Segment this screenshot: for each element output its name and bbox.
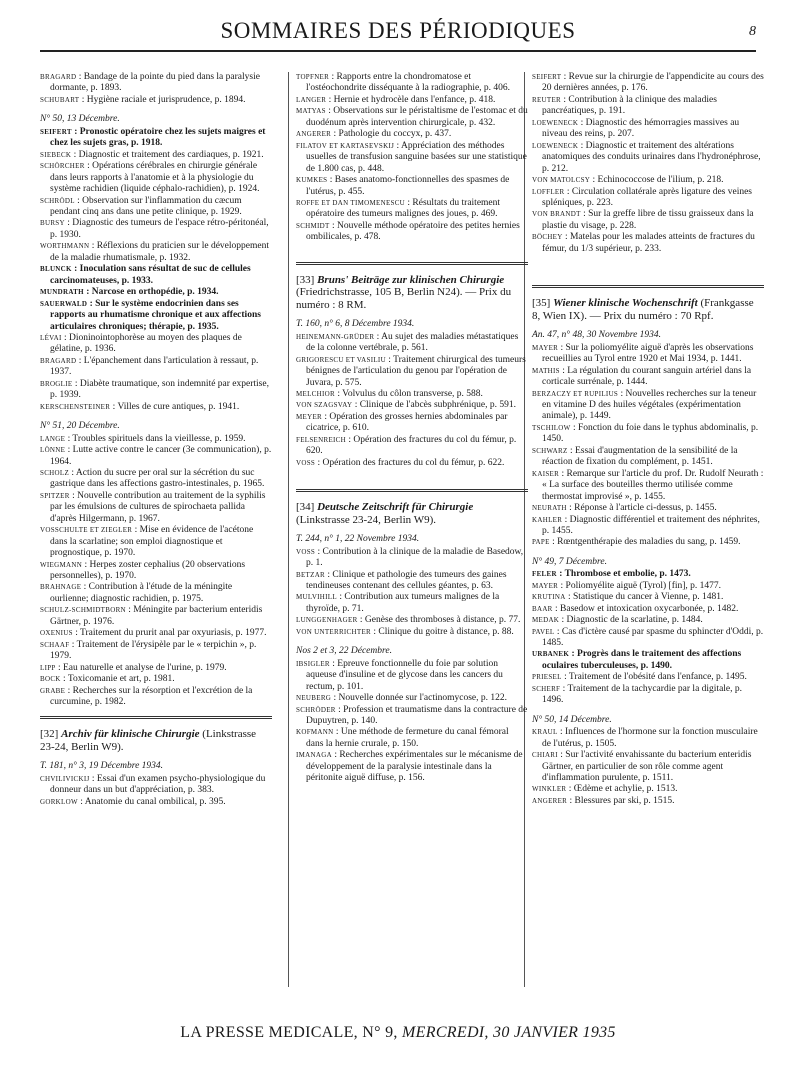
article-title: : Pathologie du coccyx, p. 437.	[331, 129, 452, 140]
article-title: : Opération des fractures du col du fémur, p. 622.	[315, 457, 505, 468]
article-author: TSCHILOW	[532, 423, 571, 432]
article-author: GRIGORESCU ET VASILIU	[296, 355, 386, 364]
article-author: WIEGMANN	[40, 560, 83, 569]
article-author: BRAGARD	[40, 73, 77, 81]
article-entry	[296, 705, 528, 728]
article-entry	[40, 196, 272, 219]
article-title: : Diagnostic de la scarlatine, p. 1484.	[559, 615, 703, 626]
article-entry	[532, 581, 764, 592]
article-title: : Inoculation sans résultat de suc de cellules carcinomateuses, p. 1933.	[50, 264, 251, 286]
article-author: SCHWARZ	[532, 446, 568, 455]
article-title: : Nouvelles recherches sur la teneur en vitamine D des huiles végétales (expérimentation animale), p. 1449.	[542, 388, 757, 422]
article-title: : Volvulus du côlon transverse, p. 588.	[334, 389, 483, 400]
article-title: : Bases anatomo-fonctionnelles des spasmes de l'utérus, p. 455.	[306, 175, 510, 197]
article-author: MUNDRATH	[40, 288, 84, 297]
article-author: SCHERF	[532, 684, 561, 693]
journal-name: Wiener klinische Wochenschrift	[553, 297, 698, 310]
article-author: ANGERER	[296, 130, 332, 139]
journal-number: [35]	[532, 297, 554, 310]
article-author: NEURATH	[532, 504, 567, 513]
article-title: : Recherches expérimentales sur le mécanisme de développement de la paralysie intestinale dans la péritonite aiguë diffuse, p. 156.	[306, 750, 523, 784]
article-author: BETZAR	[296, 570, 326, 579]
article-entry	[532, 592, 764, 603]
article-title: : Troubles spirituels dans la vieillesse, p. 1959.	[65, 433, 246, 444]
article-title: : Diabète traumatique, son indemnité par expertise, p. 1939.	[50, 378, 269, 401]
article-entry	[532, 784, 764, 795]
article-entry	[532, 366, 764, 389]
section-rule	[296, 262, 528, 268]
article-entry	[296, 727, 528, 750]
article-entry	[532, 118, 764, 141]
article-title: : Réponse à l'article ci-dessus, p. 1455.	[566, 503, 717, 514]
article-title: : Cas d'ictère causé par spasme du sphincter d'Oddi, p. 1485.	[542, 626, 764, 649]
article-entry	[296, 592, 528, 615]
article-author: VOSS	[296, 458, 316, 467]
journal-section	[40, 716, 272, 753]
article-title: : Traitement de la tachycardie par la digitale, p. 1496.	[542, 683, 743, 706]
journal-section	[296, 489, 528, 526]
article-title: : Hygiène raciale et jurisprudence, p. 1894.	[79, 94, 246, 105]
article-entry	[40, 241, 272, 264]
article-author: SCHRÖDL	[40, 196, 75, 205]
article-title: : Sur l'activité envahissante du bacterium enteridis Gärtner, en particulier de son rôle comme agent d'inflammation purulente, p. 1511.	[542, 750, 752, 784]
article-title: : Nouvelle méthode opératoire des petites hernies ombilicales, p. 478.	[306, 220, 520, 243]
article-entry	[532, 627, 764, 650]
article-title: : Traitement de l'obésité dans l'enfance, p. 1495.	[561, 672, 747, 683]
article-author: SCHOLZ	[40, 468, 70, 477]
article-entry	[40, 686, 272, 709]
article-title: : Diagnostic des hémorragies massives au niveau des reins, p. 207.	[542, 117, 740, 140]
page-title: SOMMAIRES DES PÉRIODIQUES	[220, 18, 576, 43]
page-number: 8	[749, 24, 756, 39]
journal-name: Bruns' Beiträge zur klinischen Chirurgie	[317, 273, 505, 286]
article-entry	[296, 435, 528, 458]
article-title: : Sur le système endocrinien dans ses rapports au rhumatisme chronique et aux affections articulaires chroniques; thérapie, p. 1935.	[50, 298, 261, 332]
article-author: SEIFERT	[40, 127, 72, 136]
article-entry	[296, 547, 528, 570]
article-entry	[296, 355, 528, 389]
article-entry	[40, 264, 272, 287]
article-entry	[532, 141, 764, 175]
article-author: PAPE	[532, 538, 550, 547]
article-entry	[40, 434, 272, 445]
article-title: : Au sujet des maladies métastatiques de la colonne vertébrale, p. 561.	[306, 331, 519, 354]
article-author: MELCHIOR	[296, 390, 335, 399]
article-author: VON MATOLCSY	[532, 176, 591, 185]
article-title: : Revue sur la chirurgie de l'appendicite au cours des 20 dernières années, p. 176.	[542, 72, 764, 94]
article-title: : Diagnostic différentiel et traitement des néphrites, p. 1455.	[542, 514, 760, 536]
article-author: CHIARI	[532, 751, 558, 760]
journal-heading	[40, 728, 272, 753]
article-entry	[40, 628, 272, 639]
article-entry	[532, 187, 764, 210]
article-title: : Sur la poliomyélite aiguë d'après les observations recueillies au Tyrol entre 1920 et Mai 1934, p. 1441.	[542, 342, 754, 365]
article-author: REUTER	[532, 95, 562, 104]
article-author: WORTHMANN	[40, 242, 90, 251]
article-title: : Toxicomanie et art, p. 1981.	[60, 674, 175, 685]
article-title: : Basedow et intoxication oxycarbonée, p. 1482.	[552, 603, 739, 614]
article-entry	[40, 674, 272, 685]
issue-heading: T. 160, n° 6, 8 Décembre 1934.	[296, 319, 415, 330]
article-author: MATHIS	[532, 366, 560, 375]
article-author: OXENIUS	[40, 629, 73, 638]
article-author: MAYER	[532, 343, 559, 352]
article-entry	[532, 209, 764, 232]
article-author: GORKLOW	[40, 797, 78, 806]
article-entry	[532, 72, 764, 95]
article-entry	[296, 570, 528, 593]
article-entry	[296, 332, 528, 355]
article-title: : Poliomyélite aiguë (Tyrol) [fin], p. 1477.	[558, 580, 722, 591]
article-author: PRIESEL	[532, 673, 562, 682]
article-author: SCHÖRCHER	[40, 162, 85, 171]
article-title: : Contribution à la clinique des maladies pancréatiques, p. 191.	[542, 94, 717, 117]
article-entry	[40, 72, 272, 95]
article-entry	[532, 95, 764, 118]
article-title: : Appréciation des méthodes usuelles de transfusion sanguine basées sur une statistique de 1.800 cas, p. 448.	[306, 140, 527, 174]
article-title: : L'épanchement dans l'articulation à ressaut, p. 1937.	[50, 355, 259, 378]
article-author: LIPP	[40, 663, 56, 672]
article-title: : Diagnostic et traitement des cardiaques, p. 1921.	[71, 149, 264, 160]
column-divider	[288, 72, 289, 987]
article-author: LANGE	[40, 434, 66, 443]
article-title: : Fonction du foie dans le typhus abdominalis, p. 1450.	[542, 422, 759, 445]
article-entry	[296, 400, 528, 411]
article-author: MEDAK	[532, 616, 560, 625]
journal-address: (Friedrichstrasse, 105 B, Berlin N24). — Prix du numéro : 8 RM.	[296, 286, 512, 311]
article-author: SCHMIDT	[296, 221, 330, 230]
journal-number: [34]	[296, 501, 318, 514]
article-author: MAYER	[532, 581, 559, 590]
article-author: SAUERWALD	[40, 299, 88, 308]
article-author: LUNGGENHAGER	[296, 616, 358, 625]
article-title: : Recherches sur la résorption et l'excrétion de la curcumine, p. 1982.	[50, 685, 253, 708]
article-entry	[532, 750, 764, 784]
article-entry	[532, 796, 764, 807]
article-title: : Rœntgenthérapie des maladies du sang, p. 1459.	[549, 537, 741, 548]
article-title: : Nouvelle contribution au traitement de la syphilis par les émulsions de cultures de spirochaeta pallida d'après Hilgermann, p. 1967.	[50, 490, 266, 524]
article-author: MEYER	[296, 412, 322, 421]
article-entry	[296, 141, 528, 175]
column-left	[40, 72, 272, 808]
article-title: : Mise en évidence de l'acétone dans la scarlatine; son emploi diagnostique et prognostique, p. 1970.	[50, 525, 254, 559]
journal-number: [32]	[40, 728, 62, 741]
article-entry	[296, 221, 528, 244]
issue-heading: N° 49, 7 Décembre.	[532, 556, 607, 567]
article-author: FELSENREICH	[296, 435, 346, 444]
article-title: : Œdème et achylie, p. 1513.	[566, 784, 678, 795]
article-entry	[40, 640, 272, 663]
article-author: LOEWENECK	[532, 118, 579, 127]
article-title: : Traitement du prurit anal par oxyuriasis, p. 1977.	[72, 628, 267, 639]
article-author: KERSCHENSTEINER	[40, 402, 111, 411]
article-author: KRAUL	[532, 728, 558, 737]
article-entry	[296, 72, 528, 95]
article-entry	[532, 515, 764, 538]
article-title: : Profession et traumatisme dans la contracture de Dupuytren, p. 140.	[306, 704, 528, 726]
article-title: : Rapports entre la chondromatose et l'ostéochondrite disséquante à la radiographie, p. 406.	[306, 72, 511, 94]
article-title: : Clinique de l'abcès subphrénique, p. 591.	[352, 400, 517, 411]
article-entry	[296, 95, 528, 106]
article-author: URBANEK	[532, 650, 570, 659]
issue-heading: N° 50, 14 Décembre.	[532, 714, 612, 725]
article-title: : Circulation collatérale après ligature des veines spléniques, p. 223.	[542, 186, 753, 208]
article-author: SCHAAF	[40, 640, 70, 649]
journal-name: Archiv für klinische Chirurgie	[61, 728, 200, 741]
article-title: : Résultats du traitement opératoire des tumeurs malignes des joues, p. 469.	[306, 197, 501, 220]
article-entry	[532, 503, 764, 514]
article-entry	[532, 649, 764, 672]
article-author: CHVILIVICKIJ	[40, 774, 90, 783]
section-rule	[296, 489, 528, 495]
article-title: : Pronostic opératoire chez les sujets maigres et chez les sujets gras, p. 1918.	[50, 126, 266, 149]
journal-section	[296, 262, 528, 312]
journal-heading	[296, 274, 528, 312]
issue-heading: Nos 2 et 3, 22 Décembre.	[296, 646, 392, 657]
article-author: SPITZER	[40, 491, 70, 500]
article-entry	[40, 127, 272, 150]
article-entry	[296, 693, 528, 704]
article-author: KUMKES	[296, 176, 328, 185]
article-title: : Villes de cure antiques, p. 1941.	[110, 401, 240, 412]
article-author: KRUTINA	[532, 593, 566, 602]
article-title: : Contribution à l'étude de la méningite ourlienne; diagnostic rachidien, p. 1975.	[50, 582, 233, 604]
page-header	[40, 12, 756, 52]
article-entry	[40, 402, 272, 413]
article-entry	[532, 537, 764, 548]
article-title: : Clinique et pathologie des tumeurs des gaines tendineuses contenant des cellules géantes, p. 63.	[306, 569, 507, 591]
article-title: : Traitement chirurgical des tumeurs bénignes de l'articulation du genou par l'opération de Juvara, p. 575.	[306, 354, 526, 388]
article-author: BERZACZY ET RUPILIUS	[532, 389, 619, 398]
article-title: : Lutte active contre le cancer (3e communication), p. 1964.	[50, 445, 272, 467]
article-entry	[40, 605, 272, 628]
section-rule	[40, 716, 272, 722]
article-author: GRABE	[40, 686, 66, 695]
issue-heading: T. 181, n° 3, 19 Décembre 1934.	[40, 761, 164, 772]
article-entry	[40, 468, 272, 491]
article-entry	[296, 412, 528, 435]
article-entry	[532, 727, 764, 750]
article-author: BLUNCK	[40, 265, 72, 274]
article-author: BOCK	[40, 675, 61, 684]
article-title: : Echinococcose de l'ilium, p. 218.	[590, 175, 724, 186]
article-author: FELER	[532, 570, 557, 579]
article-entry	[296, 175, 528, 198]
journal-address: (Linkstrasse 23-24, Berlin W9).	[40, 728, 257, 753]
article-author: VON BRANDT	[532, 210, 581, 219]
column-middle	[296, 72, 528, 785]
article-title: : Statistique du cancer à Vienne, p. 1481.	[565, 592, 724, 603]
article-title: : Matelas pour les malades atteints de fractures du fémur, du 1/3 supérieur, p. 233.	[542, 232, 755, 254]
issue-heading: N° 51, 20 Décembre.	[40, 421, 120, 432]
article-entry	[296, 106, 528, 129]
article-title: : Diagnostic et traitement des altérations anatomiques des conduits urinaires dans l'hydronéphrose, p. 212.	[542, 140, 761, 174]
article-title: : Opérations cérébrales en chirurgie générale dans leurs rapports à l'anatomie et à la physiologie du système rachidien (liquide céphalo-rachidien), p. 1924.	[50, 161, 260, 195]
article-entry	[296, 659, 528, 693]
article-entry	[296, 458, 528, 469]
article-title: : La régulation du courant sanguin artériel dans la corticale surrénale, p. 1444.	[542, 365, 752, 388]
article-title: : Epreuve fonctionnelle du foie par solution aqueuse d'insuline et de glycose dans les cancers du rectum, p. 101.	[306, 658, 503, 692]
article-author: KOFMANN	[296, 728, 334, 737]
article-entry	[40, 560, 272, 583]
article-title: : Herpes zoster cephalius (20 observations personnelles), p. 1970.	[50, 559, 246, 582]
article-entry	[40, 663, 272, 674]
article-title: : Nouvelle donnée sur l'actinomycose, p. 122.	[331, 693, 507, 704]
article-entry	[40, 445, 272, 468]
header-rule	[40, 50, 756, 52]
footer-publication: LA PRESSE MEDICALE, N° 9,	[180, 1024, 403, 1041]
article-entry	[296, 389, 528, 400]
footer-date: MERCREDI, 30 JANVIER 1935	[402, 1024, 616, 1041]
article-title: : Clinique du goitre à distance, p. 88.	[371, 626, 514, 637]
article-author: VON UNTERRICHTER	[296, 627, 371, 636]
article-entry	[40, 150, 272, 161]
article-author: IMANAGA	[296, 751, 332, 760]
article-author: HEINEMANN-GRÜDER	[296, 332, 375, 341]
article-author: VON SZAGSVAY	[296, 401, 353, 410]
article-entry	[532, 469, 764, 503]
article-entry	[532, 423, 764, 446]
article-entry	[40, 95, 272, 106]
article-title: : Thrombose et embolie, p. 1473.	[556, 569, 691, 580]
article-title: : Observations sur le péristaltisme de l'estomac et du duodénum après intervention chirurgicale, p. 432.	[306, 106, 528, 128]
article-author: SIEBECK	[40, 150, 72, 159]
article-author: SCHULZ-SCHMIDTBORN	[40, 606, 126, 615]
article-author: WINKLER	[532, 785, 567, 794]
journal-heading	[296, 501, 528, 526]
article-author: LOEWENECK	[532, 141, 579, 150]
article-entry	[532, 389, 764, 423]
article-author: ROFFE ET DAN TIMOMENESCU	[296, 198, 406, 207]
article-title: : Essai d'un examen psycho-physiologique du donneur dans un but d'appréciation, p. 383.	[50, 773, 266, 796]
article-author: KAISER	[532, 469, 560, 478]
article-title: : Action du sucre per oral sur la sécrétion du suc gastrique dans les affections gastro-intestinales, p. 1965.	[50, 467, 265, 490]
article-title: : Remarque sur l'article du prof. Dr. Rudolf Neurath : « La surface des bouteilles thermo utilisée comme thermostat improvisé », p. 1455.	[542, 468, 764, 502]
article-entry	[40, 582, 272, 605]
journal-section	[532, 285, 764, 322]
article-author: BRAGARD	[40, 356, 77, 365]
article-author: ANGERER	[532, 796, 568, 805]
article-entry	[532, 446, 764, 469]
article-author: SEIFERT	[532, 73, 562, 81]
article-title: : Diagnostic des tumeurs de l'espace rétro-péritonéal, p. 1930.	[50, 218, 269, 240]
article-author: PAVEL	[532, 627, 555, 636]
article-author: MULVIHILL	[296, 593, 337, 602]
article-title: : Essai d'augmentation de la sensibilité de la réaction de fixation du complément, p. 1451.	[542, 445, 738, 468]
article-entry	[296, 129, 528, 140]
article-title: : Opération des fractures du col du fémur, p. 620.	[306, 434, 517, 457]
article-title: : Contribution à la clinique de la maladie de Basedow, p. 1.	[306, 546, 524, 569]
article-entry	[40, 287, 272, 298]
journal-number: [33]	[296, 273, 318, 286]
page-footer	[40, 1024, 756, 1042]
article-author: NEUBERG	[296, 694, 332, 703]
article-title: : Sur la greffe libre de tissu graisseux dans la plastie du visage, p. 228.	[542, 209, 754, 231]
journal-address: (Linkstrasse 23-24, Berlin W9).	[296, 513, 437, 526]
issue-heading: An. 47, n° 48, 30 Novembre 1934.	[532, 330, 662, 341]
article-title: : Anatomie du canal ombilical, p. 395.	[77, 796, 226, 807]
article-title: : Genèse des thromboses à distance, p. 77.	[357, 615, 521, 626]
article-title: : Une méthode de fermeture du canal fémoral dans la hernie crurale, p. 150.	[306, 727, 509, 749]
section-rule	[532, 285, 764, 291]
article-title: : Opération des grosses hernies abdominales par cicatrice, p. 610.	[306, 411, 508, 434]
article-entry	[296, 615, 528, 626]
article-entry	[532, 175, 764, 186]
article-author: BÖCHEY	[532, 233, 563, 242]
article-entry	[40, 356, 272, 379]
article-author: VOSS	[296, 547, 316, 556]
article-title: : Dioninointophorèse au moyen des plaques de gélatine, p. 1936.	[50, 332, 242, 355]
article-entry	[532, 343, 764, 366]
article-entry	[296, 198, 528, 221]
article-author: SCHUBART	[40, 95, 80, 104]
article-author: SCHRÖDER	[296, 705, 336, 714]
article-author: BAAR	[532, 604, 553, 613]
article-entry	[40, 525, 272, 559]
article-title: : Traitement de l'érysipèle par le « terpichin », p. 1979.	[50, 639, 257, 662]
article-entry	[40, 161, 272, 195]
article-author: LÖNNE	[40, 446, 66, 455]
article-entry	[40, 333, 272, 356]
article-entry	[532, 615, 764, 626]
journal-address: (Frankgasse 8, Wien IX). — Prix du numéro : 70 Rpf.	[532, 297, 754, 322]
article-author: LÉVAI	[40, 333, 62, 342]
article-entry	[296, 627, 528, 638]
article-entry	[532, 604, 764, 615]
article-entry	[532, 569, 764, 580]
column-right	[532, 72, 764, 807]
article-title: : Méningite par bacterium enteridis Gärtner, p. 1976.	[50, 605, 263, 627]
article-entry	[532, 684, 764, 707]
article-author: BURSY	[40, 219, 65, 228]
article-author: MATYAS	[296, 107, 326, 116]
article-title: : Narcose en orthopédie, p. 1934.	[83, 287, 219, 298]
article-entry	[532, 232, 764, 255]
article-title: : Réflexions du praticien sur le développement de la maladie rhumatismale, p. 1932.	[50, 241, 269, 263]
article-entry	[40, 491, 272, 525]
article-entry	[532, 672, 764, 683]
article-title: : Hernie et hydrocèle dans l'enfance, p. 418.	[326, 94, 496, 105]
issue-heading: T. 244, n° 1, 22 Novembre 1934.	[296, 534, 420, 545]
article-title: : Blessures par ski, p. 1515.	[567, 795, 675, 806]
journal-heading	[532, 297, 764, 322]
article-author: KAHLER	[532, 515, 563, 524]
article-author: TOPFNER	[296, 73, 330, 81]
article-title: : Influences de l'hormone sur la fonction musculaire de l'utérus, p. 1505.	[542, 727, 758, 749]
article-title: : Observation sur l'inflammation du cæcum pendant cinq ans dans une petite clinique, p. 1929.	[50, 195, 242, 217]
article-author: LOFFLER	[532, 187, 565, 196]
article-author: LANGER	[296, 95, 327, 104]
journal-name: Deutsche Zeitschrift für Chirurgie	[317, 501, 474, 514]
article-title: : Eau naturelle et analyse de l'urine, p. 1979.	[55, 662, 227, 673]
article-entry	[296, 750, 528, 784]
article-title: : Contribution aux tumeurs malignes de la thyroïde, p. 71.	[306, 592, 500, 614]
article-title: : Bandage de la pointe du pied dans la paralysie dormante, p. 1893.	[50, 72, 260, 94]
article-author: VOSSCHULTE ET ZIEGLER	[40, 526, 133, 535]
article-author: FILATOV ET KARTASEVSKIJ	[296, 141, 395, 150]
article-entry	[40, 379, 272, 402]
issue-heading: N° 50, 13 Décembre.	[40, 114, 120, 125]
article-entry	[40, 774, 272, 797]
article-entry	[40, 299, 272, 333]
article-author: IBSIGLER	[296, 659, 330, 668]
article-title: : Progrès dans le traitement des affections oculaires tuberculeuses, p. 1490.	[542, 649, 742, 671]
article-entry	[40, 797, 272, 808]
article-entry	[40, 218, 272, 241]
article-author: BROGLIE	[40, 379, 73, 388]
article-author: BRAHNAGE	[40, 583, 82, 592]
